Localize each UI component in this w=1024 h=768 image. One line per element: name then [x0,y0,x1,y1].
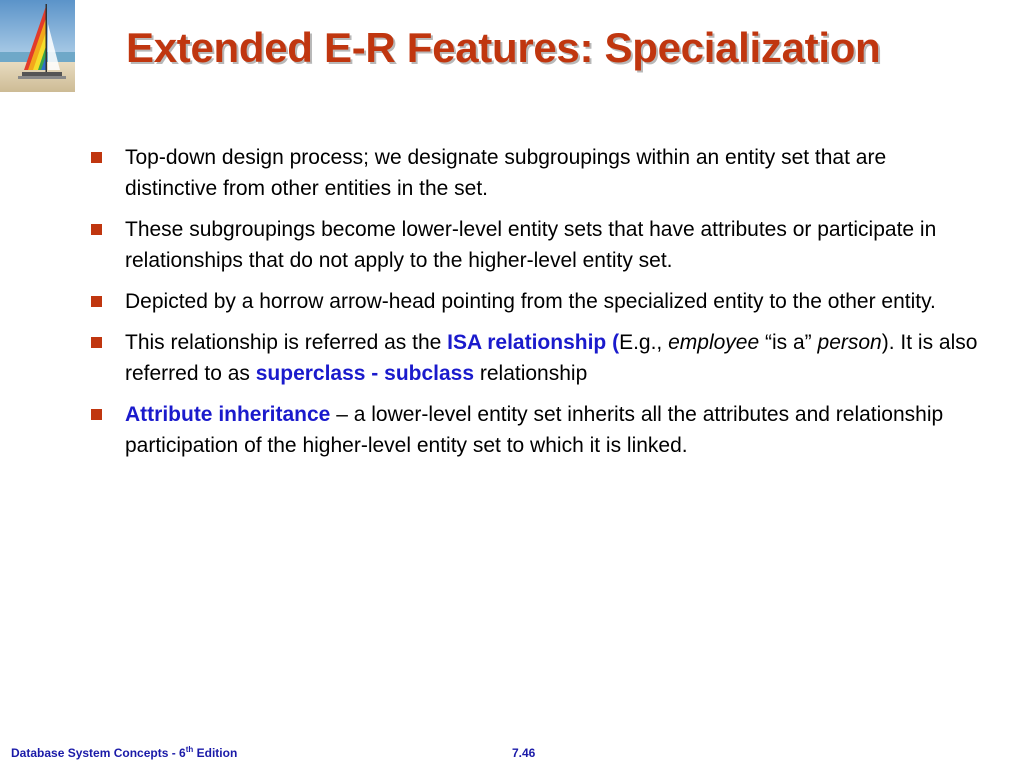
bullet-text: “is a” [759,331,818,354]
footer-book-prefix: Database System Concepts - 6 [11,746,186,760]
bullet-text: relationship [474,362,588,385]
square-bullet-icon [91,409,102,420]
bullet-item [88,327,983,389]
slide-title: Extended E-R Features: Specialization [126,24,881,71]
bullet-text: These subgroupings become lower-level entity sets that have attributes or participate in relationships that do not apply to the higher-level entity set. [125,218,937,272]
sailboat-icon [0,0,75,92]
attribute-inheritance-term: Attribute inheritance [125,403,331,426]
page-number: 7.46 [512,746,536,760]
bullet-text: Top-down design process; we designate subgroupings within an entity set that are distinctive from other entities in the set. [125,146,887,200]
bullet-item [88,214,983,276]
superclass-subclass-term: superclass - subclass [255,362,475,385]
bullet-text: Depicted by a horrow arrow-head pointing from the specialized entity to the other entity. [125,290,936,313]
isa-relationship-term: ISA relationship ( [447,331,620,354]
square-bullet-icon [91,224,102,235]
bullet-text: – a lower-level entity set inherits all the attributes and relationship participation of the higher-level entity set to which it is linked. [125,403,944,457]
bullet-item [88,142,983,204]
bullet-text: This relationship is referred as the [125,331,448,354]
employee-term: employee [668,331,760,354]
square-bullet-icon [91,296,102,307]
footer-book-suffix: Edition [193,746,238,760]
bullet-item [88,286,983,317]
bullet-text: ). It is also referred to as [125,331,978,385]
person-term: person [817,331,882,354]
footer-book-superscript: th [185,745,194,754]
bullet-list [88,142,983,471]
square-bullet-icon [91,337,102,348]
bullet-text: E.g., [619,331,669,354]
footer-book-title [11,746,237,760]
bullet-item [88,399,983,461]
square-bullet-icon [91,152,102,163]
